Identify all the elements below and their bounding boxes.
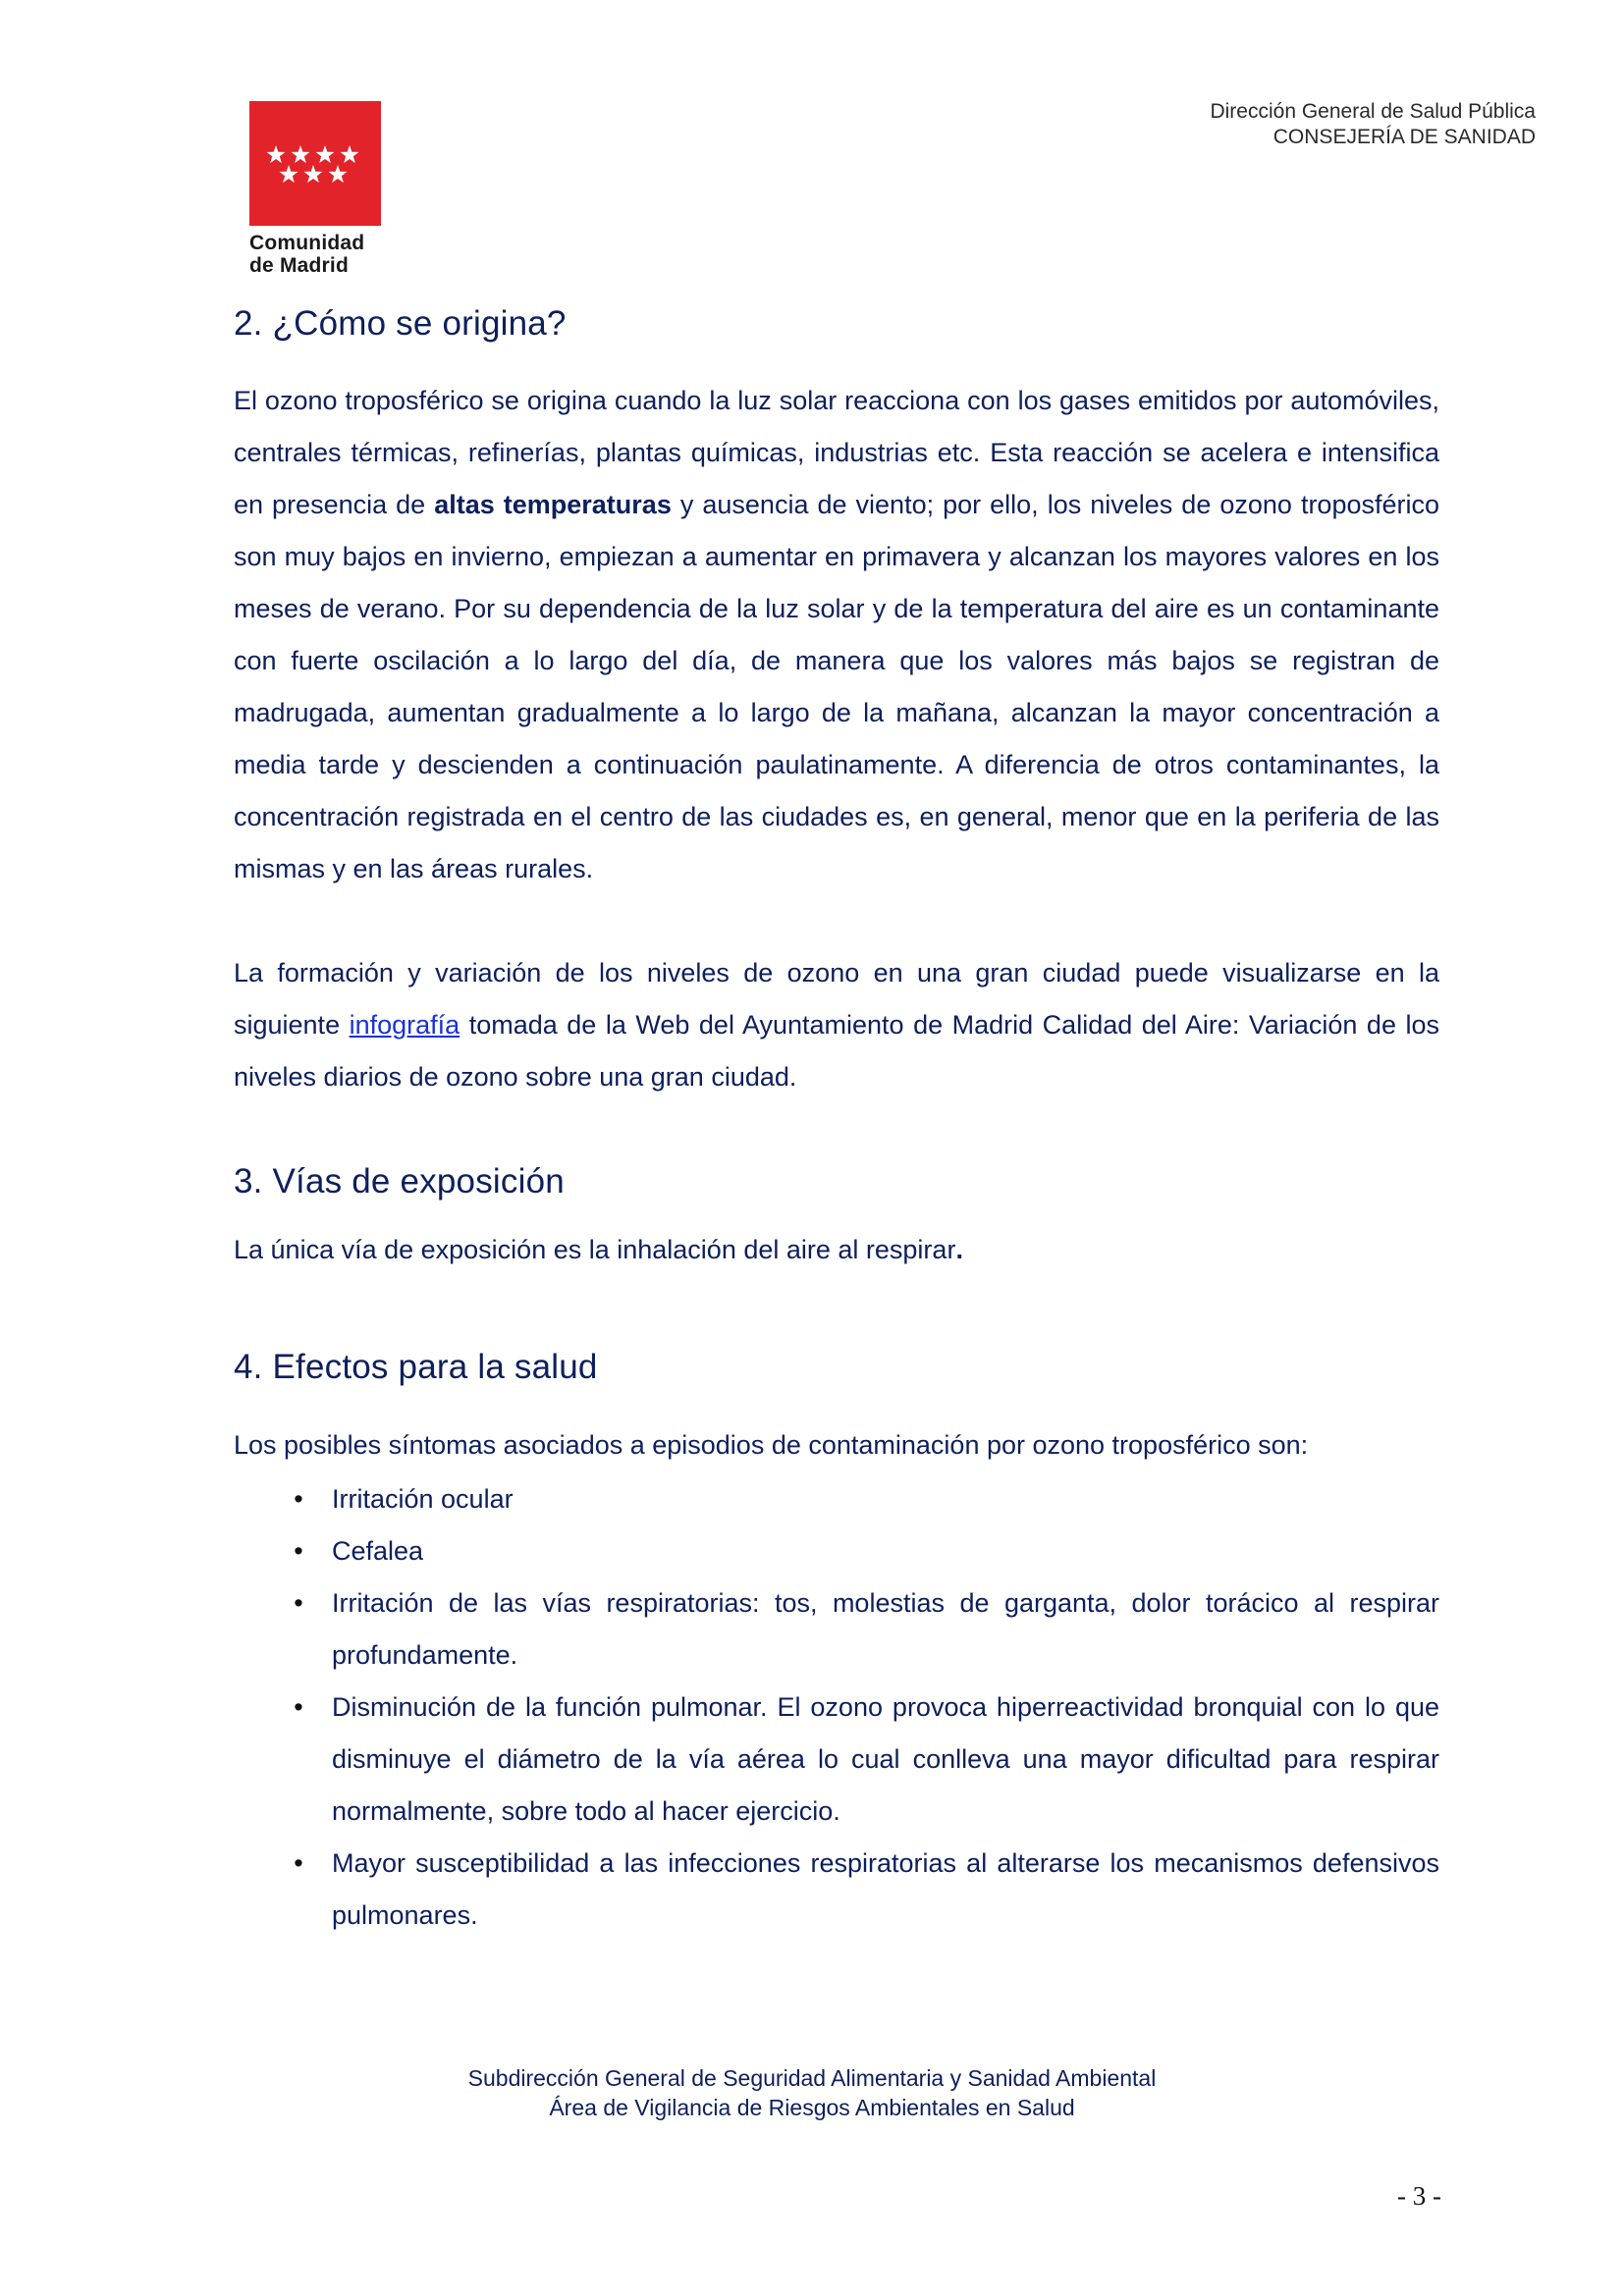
list-item [234,1838,1439,1942]
list-item-text: Disminución de la función pulmonar. El ozono provoca hiperreactividad bronquial con lo que disminuye el diámetro de la vía aérea lo cual conlleva una mayor dificultad para respirar normalmente, sobre todo al hacer ejercicio. [332,1692,1439,1826]
star-icon [340,145,358,163]
bullet-icon: • [294,1692,303,1722]
comunidad-de-madrid-logo [249,101,381,277]
symptoms-list [234,1473,1439,1942]
list-item-text: Irritación de las vías respiratorias: tos, molestias de garganta, dolor torácico al respirar profundamente. [332,1588,1439,1670]
list-item [234,1577,1439,1682]
section-2-title: 2. ¿Cómo se origina? [234,304,567,343]
section-2-paragraph-1 [234,375,1439,895]
footer-line-2: Área de Vigilancia de Riesgos Ambientales en Salud [549,2095,1075,2120]
bullet-icon: • [294,1536,303,1566]
list-item-text: Irritación ocular [332,1484,514,1514]
text-run: El ozono troposférico se origina cuando la luz solar reacciona con los gases emitidos por automóviles, centrales térmicas, refinerías, plantas químicas, industrias etc. Esta reacción se acelera e intensifica en presencia de [234,386,1439,519]
page-footer [0,2063,1624,2122]
section-4-title: 4. Efectos para la salud [234,1348,598,1386]
logo-red-flag [249,101,381,226]
footer-line-1: Subdirección General de Seguridad Alimentaria y Sanidad Ambiental [467,2065,1157,2091]
page-number: - 3 - [1397,2181,1441,2211]
bullet-icon: • [294,1848,303,1878]
logo-line-2: de Madrid [249,254,349,277]
section-2-paragraph-2 [234,947,1439,1103]
section-3-paragraph [234,1224,1439,1276]
text-run: La formación y variación de los niveles de ozono en una gran ciudad puede visualizarse en la siguiente [234,958,1439,1040]
list-item-text: Cefalea [332,1536,424,1566]
section-3-title: 3. Vías de exposición [234,1162,565,1201]
bullet-icon: • [294,1484,303,1514]
star-icon [279,165,298,183]
list-item [234,1682,1439,1838]
infografia-link[interactable]: infografía [349,1010,460,1040]
bullet-icon: • [294,1588,303,1618]
text-run: . [955,1235,963,1264]
logo-text [249,232,381,277]
list-item [234,1525,1439,1577]
text-run: tomada de la Web del Ayuntamiento de Madrid Calidad del Aire: Variación de los niveles diarios de ozono sobre una gran ciudad. [234,1010,1439,1092]
header-line-1: Dirección General de Salud Pública [1210,100,1536,123]
document-body [234,302,1439,1942]
bold-text: altas temperaturas [434,490,672,519]
header-department [1210,99,1536,150]
text-run: La única vía de exposición es la inhalación del aire al respirar [234,1235,956,1264]
star-icons [249,101,381,226]
list-item [234,1473,1439,1525]
star-icon [303,165,322,183]
text-run: y ausencia de viento; por ello, los niveles de ozono troposférico son muy bajos en invierno, empiezan a aumentar en primavera y alcanzan los mayores valores en los meses de verano. Por su dependencia de la luz solar y de la temperatura del aire es un contaminante con fuerte oscilación a lo largo del día, de manera que los valores más bajos se registran de madrugada, aumentan gradualmente a lo largo de la mañana, alcanzan la mayor concentración a media tarde y descienden a continuación paulatinamente. A diferencia de otros contaminantes, la concentración registrada en el centro de las ciudades es, en general, menor que en la periferia de las mismas y en las áreas rurales. [234,490,1440,883]
star-icon [328,165,347,183]
star-icon [315,145,334,163]
section-4-intro: Los posibles síntomas asociados a episodios de contaminación por ozono troposférico son: [234,1430,1309,1460]
header-line-2: CONSEJERÍA DE SANIDAD [1272,126,1536,148]
list-item-text: Mayor susceptibilidad a las infecciones respiratorias al alterarse los mecanismos defensivos pulmonares. [332,1848,1439,1930]
logo-line-1: Comunidad [249,232,365,254]
star-icon [291,145,309,163]
star-icon [266,145,285,163]
